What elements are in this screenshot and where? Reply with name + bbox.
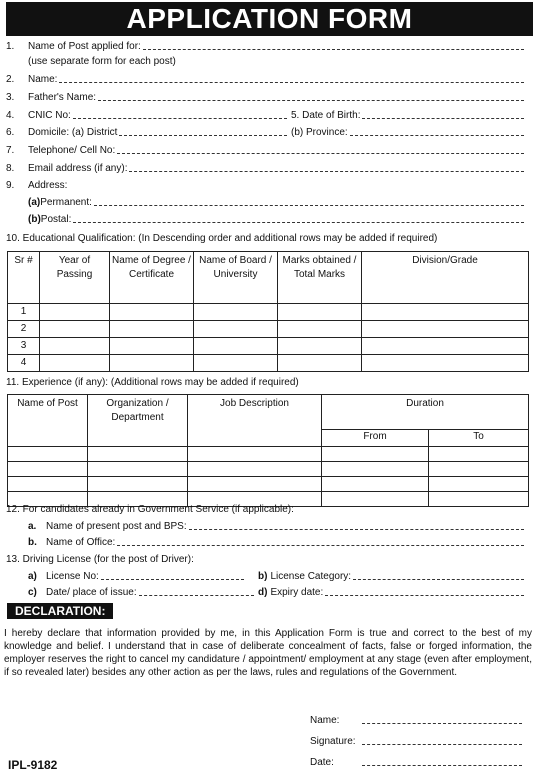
cell[interactable] <box>362 304 529 321</box>
cell[interactable] <box>40 321 110 338</box>
field-label: License No: <box>46 571 99 582</box>
field-post-applied[interactable] <box>6 41 526 53</box>
note-text: (use separate form for each post) <box>28 56 176 67</box>
field-label: Address: <box>28 180 68 191</box>
field-name-of-office[interactable] <box>28 537 526 549</box>
field-label: Date: <box>310 757 334 768</box>
field-label: Name: <box>28 74 58 85</box>
field-label: Email address (if any): <box>28 163 128 174</box>
field-prefix: b) <box>258 571 268 582</box>
item-number: 8. <box>6 163 15 174</box>
field-label: Signature: <box>310 736 356 747</box>
table-row[interactable] <box>8 321 529 338</box>
fill-line[interactable] <box>143 49 524 50</box>
header-division: Division/Grade <box>362 252 529 304</box>
cell[interactable] <box>194 304 278 321</box>
field-label: Name of Post applied for: <box>28 41 141 52</box>
fill-line[interactable] <box>325 595 524 596</box>
field-date-place-of-issue[interactable] <box>28 587 256 599</box>
row-number: 2 <box>8 321 40 338</box>
field-label: 5. Date of Birth: <box>291 110 361 121</box>
cell[interactable] <box>40 355 110 372</box>
cell[interactable] <box>429 447 529 462</box>
cell[interactable] <box>40 304 110 321</box>
table-row[interactable] <box>8 462 529 477</box>
field-declarant-name[interactable] <box>310 715 524 727</box>
cell[interactable] <box>362 338 529 355</box>
row-number: 4 <box>8 355 40 372</box>
fill-line[interactable] <box>94 205 524 206</box>
field-label: Permanent: <box>40 197 92 208</box>
header-sr: Sr # <box>8 252 40 304</box>
field-label: (b) Province: <box>291 127 348 138</box>
field-prefix: d) <box>258 587 268 598</box>
field-prefix: b. <box>28 537 37 548</box>
field-prefix: a. <box>28 521 37 532</box>
cell[interactable] <box>278 304 362 321</box>
cell[interactable] <box>110 338 194 355</box>
section-label: 12. For candidates already in Government Service (if applicable): <box>6 504 294 515</box>
table-row[interactable] <box>8 304 529 321</box>
cell[interactable] <box>194 321 278 338</box>
header-marks: Marks obtained / Total Marks <box>278 252 362 304</box>
cell[interactable] <box>362 355 529 372</box>
field-label: Date/ place of issue: <box>46 587 137 598</box>
cell[interactable] <box>278 355 362 372</box>
cell[interactable] <box>110 321 194 338</box>
cell[interactable] <box>194 338 278 355</box>
fill-line[interactable] <box>98 100 524 101</box>
cell[interactable] <box>322 462 429 477</box>
field-prefix: a) <box>28 571 37 582</box>
fill-line[interactable] <box>73 222 524 223</box>
header-year-of-passing: Year of Passing <box>40 252 110 304</box>
fill-line[interactable] <box>362 723 522 724</box>
cell[interactable] <box>362 321 529 338</box>
cell[interactable] <box>188 447 322 462</box>
cell[interactable] <box>429 462 529 477</box>
driving-license-heading <box>6 554 194 566</box>
field-label: Expiry date: <box>270 587 324 598</box>
cell[interactable] <box>88 477 188 492</box>
field-label: CNIC No: <box>28 110 71 121</box>
field-telephone[interactable] <box>6 145 526 157</box>
declaration-text: I hereby declare that information provided by me, in this Application Form is true and correct to the best of my knowledge and belief. I understand that in case of deliberate concealment of facts, false or forged information, the employer reserves the right to cancel my candidature / appointment/ employment at any stage (even after employment, if so revealed later) besides any other action as per the laws, rules and regulations of the Government. <box>4 628 532 678</box>
item-number: 2. <box>6 74 15 85</box>
fill-line[interactable] <box>101 579 244 580</box>
declaration-heading: DECLARATION: <box>7 603 113 619</box>
experience-table <box>7 394 529 507</box>
cell[interactable] <box>322 477 429 492</box>
field-label: Father's Name: <box>28 92 97 103</box>
cell[interactable] <box>88 462 188 477</box>
field-prefix: (b) <box>28 214 41 225</box>
field-label: Postal: <box>40 214 72 225</box>
field-label: Name: <box>310 715 340 726</box>
header-duration: Duration <box>322 395 529 430</box>
row-number: 1 <box>8 304 40 321</box>
field-cnic[interactable] <box>6 110 289 122</box>
header-from: From <box>322 430 429 447</box>
cell[interactable] <box>278 321 362 338</box>
fill-line[interactable] <box>362 744 522 745</box>
section-label: 13. Driving License (for the post of Driver): <box>6 554 194 565</box>
cell[interactable] <box>8 447 88 462</box>
fill-line[interactable] <box>139 595 254 596</box>
item-number: 6. <box>6 127 15 138</box>
field-domicile-district[interactable] <box>6 127 289 139</box>
field-license-no[interactable] <box>28 571 246 583</box>
field-signature[interactable] <box>310 736 524 748</box>
footer-code: IPL-9182 <box>8 758 58 772</box>
cell[interactable] <box>322 492 429 507</box>
table-row[interactable] <box>8 477 529 492</box>
cell[interactable] <box>278 338 362 355</box>
field-prefix: (a) <box>28 197 41 208</box>
cell[interactable] <box>429 492 529 507</box>
fill-line[interactable] <box>350 135 524 136</box>
fill-line[interactable] <box>59 82 524 83</box>
field-expiry-date[interactable] <box>258 587 526 599</box>
field-date-of-birth[interactable] <box>291 110 526 122</box>
cell[interactable] <box>40 338 110 355</box>
field-label: Name of present post and BPS: <box>46 521 187 532</box>
fill-line[interactable] <box>189 529 524 530</box>
fill-line[interactable] <box>362 765 522 766</box>
item-number: 9. <box>6 180 15 191</box>
field-license-category[interactable] <box>258 571 526 583</box>
education-header-row <box>8 252 529 304</box>
form-title: APPLICATION FORM <box>6 2 533 36</box>
item-number: 4. <box>6 110 15 121</box>
post-note <box>28 56 176 68</box>
table-row[interactable] <box>8 338 529 355</box>
fill-line[interactable] <box>117 545 524 546</box>
field-email[interactable] <box>6 163 526 175</box>
row-number: 3 <box>8 338 40 355</box>
cell[interactable] <box>188 462 322 477</box>
header-name-of-post: Name of Post <box>8 395 88 447</box>
item-number: 7. <box>6 145 15 156</box>
field-prefix: c) <box>28 587 37 598</box>
address-heading <box>6 180 67 192</box>
fill-line[interactable] <box>362 118 524 119</box>
item-number: 3. <box>6 92 15 103</box>
experience-header-row <box>8 395 529 430</box>
table-row[interactable] <box>8 355 529 372</box>
header-job-description: Job Description <box>188 395 322 447</box>
field-label: License Category: <box>270 571 352 582</box>
header-to: To <box>429 430 529 447</box>
cell[interactable] <box>110 355 194 372</box>
field-father-name[interactable] <box>6 92 526 104</box>
table-row[interactable] <box>8 447 529 462</box>
cell[interactable] <box>110 304 194 321</box>
field-present-post-bps[interactable] <box>28 521 526 533</box>
education-heading <box>6 233 437 245</box>
cell[interactable] <box>429 477 529 492</box>
item-number: 1. <box>6 41 15 52</box>
cell[interactable] <box>322 447 429 462</box>
field-address-permanent[interactable] <box>28 197 526 209</box>
fill-line[interactable] <box>73 118 287 119</box>
field-label: Domicile: (a) District <box>28 127 118 138</box>
field-label: Name of Office: <box>46 537 116 548</box>
field-domicile-province[interactable] <box>291 127 526 139</box>
education-table <box>7 251 529 372</box>
header-board: Name of Board / University <box>194 252 278 304</box>
experience-heading <box>6 377 299 389</box>
fill-line[interactable] <box>353 579 524 580</box>
header-organization: Organization / Department <box>88 395 188 447</box>
cell[interactable] <box>194 355 278 372</box>
field-date[interactable] <box>310 757 524 769</box>
field-label: Telephone/ Cell No: <box>28 145 116 156</box>
field-address-postal[interactable] <box>28 214 526 226</box>
header-degree: Name of Degree / Certificate <box>110 252 194 304</box>
field-name[interactable] <box>6 74 526 86</box>
cell[interactable] <box>8 462 88 477</box>
government-service-heading <box>6 504 294 516</box>
fill-line[interactable] <box>129 171 524 172</box>
cell[interactable] <box>88 447 188 462</box>
cell[interactable] <box>8 477 88 492</box>
cell[interactable] <box>188 477 322 492</box>
section-label: 11. Experience (if any): (Additional rows may be added if required) <box>6 377 299 388</box>
fill-line[interactable] <box>117 153 524 154</box>
section-label: 10. Educational Qualification: (In Descending order and additional rows may be added if required) <box>6 233 438 244</box>
fill-line[interactable] <box>119 135 287 136</box>
